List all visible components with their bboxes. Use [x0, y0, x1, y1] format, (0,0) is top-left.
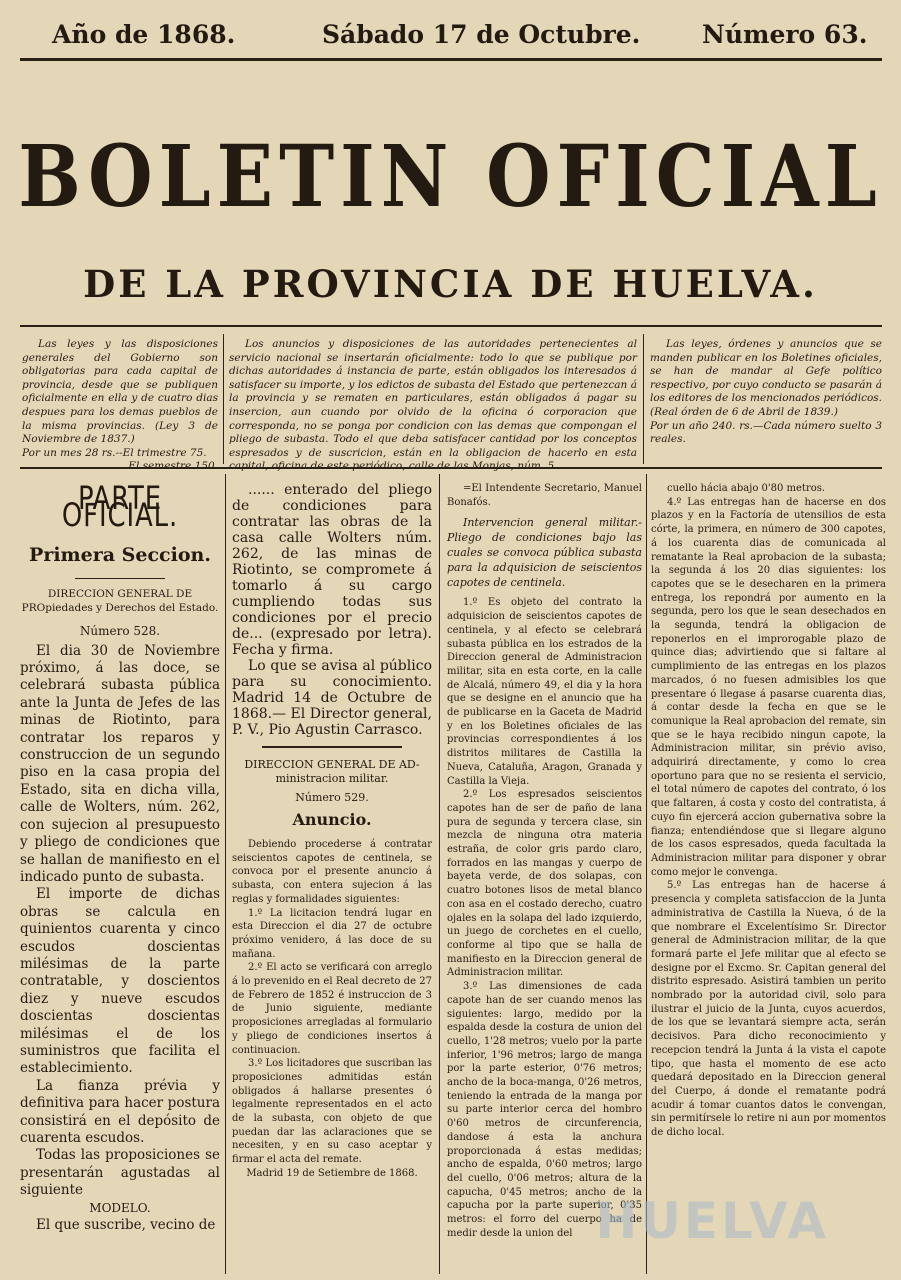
huelva-watermark: HUELVA: [595, 1192, 829, 1250]
masthead-title: BOLETIN OFICIAL: [18, 128, 883, 227]
notice-center: Los anuncios y disposiciones de las autoridades pertenecientes al servicio nacional se insertarán oficialmente: todo lo que se publique por dichas autoridades á instancia de parte, están obligados los interesados á satisfacer su importe, y los edictos de subasta del Estado que pertenezcan á la provincia y se rematen en particulares, están obligados á pagar su insercion, aun cuando por olvido de la oficina ó corporacion que corresponda, no se ponga por condicion con las demas que compongan el pliego de subasta. Todo el que deba satisfacer cantidad por los conceptos espresados y de suscricion, están en la obligacion de hacerlo en esta: [229, 338, 637, 459]
col3-p1: =El Intendente Secretario, Manuel Bonafós.: [447, 483, 642, 508]
column-divider-3: [646, 474, 647, 1274]
column-divider-1: [225, 474, 226, 1274]
notice-right: Las leyes, órdenes y anuncios que se manden publicar en los Boletines oficiales, se han de mandar al Gefe político respectivo, por cuyo conducto se pasarán á los editores de los mencionados periódicos. (Real órden de 6 de Abril de 1839.) Por un año 240. rs.—Cada número suelto 3 reales.: [650, 338, 882, 446]
col3-p2: Intervencion general militar.-Pliego de condiciones bajo las cuales se convoca pública subasta para la adquisicion de seiscientos capotes de centinela.: [447, 516, 642, 590]
header-date: Sábado 17 de Octubre.: [322, 20, 641, 49]
direccion-propiedades: DIRECCION GENERAL DE PROpiedades y Derechos del Estado.: [21, 588, 219, 615]
column-4: [651, 482, 886, 1140]
notice-divider-2: [643, 334, 644, 464]
col2-p6: 3.º Los licitadores que suscriban las proposiciones admitidas están obligados á hallarse presentes ó legalmente representados en el acto de la subasta, con objeto de que puedan dar las aclaraciones que se necesiten, y en su caso aceptar y firmar el acta del remate.: [232, 1058, 432, 1166]
masthead-subtitle: DE LA PROVINCIA DE HUELVA.: [83, 262, 818, 306]
primera-seccion-heading: Primera Seccion.: [29, 543, 211, 566]
col1-p5: El que suscribe, vecino de: [36, 1217, 216, 1234]
notice-rule: [20, 467, 882, 469]
anuncio-heading: Anuncio.: [292, 810, 372, 829]
numero-528: Número 528.: [79, 624, 161, 639]
header-number: Número 63.: [702, 20, 868, 49]
column-1: [20, 479, 220, 1234]
masthead-rule: [20, 325, 882, 327]
header-year: Año de 1868.: [52, 20, 236, 49]
column-3: [447, 482, 642, 1240]
column-2: [232, 482, 432, 1181]
direccion-administracion-2: ministracion militar.: [275, 772, 389, 785]
notice-divider-1: [223, 334, 224, 464]
notice-left-price1: Por un mes 28 rs.--El trimestre 75.: [22, 446, 207, 459]
col2-p1: ...... enterado del pliego de condiciones para contratar las obras de la casa calle Wolters núm. 262, de las minas de Riotinto, se compromete á tomarlo á su cargo cumpliendo todas sus condiciones por el precio de... (expresado por letra). Fecha y firma.: [232, 482, 432, 658]
col1-p2: El importe de dichas obras se calcula en quinientos cuarenta y cinco escudos doscientas milésimas de la parte contratable, y doscientos diez y nueve escudos doscientas doscientas milésimas el de los suministros que facilita el establecimiento.: [20, 886, 220, 1077]
header-rule: [20, 58, 882, 61]
section-separator: [75, 578, 165, 579]
numero-529: Número 529.: [295, 791, 369, 804]
col1-p1: El dia 30 de Noviembre próximo, á las doce, se celebrará subasta pública ante la Junta de Jefes de las minas de Riotinto, para contratar los reparos y construccion de un segundo piso en la casa propia del Estado, sita en dicha villa, calle de Wolters, núm. 262, con sujecion al presupuesto y pliego de condiciones que se hallan de manifiesto en el indicado punto de subasta.: [20, 642, 220, 885]
col2-fecha: Madrid 19 de Setiembre de 1868.: [246, 1167, 418, 1179]
col2-p5: 2.º El acto se verificará con arreglo á lo prevenido en el Real decreto de 27 de Febrero de 1852 é instruccion de 3 de Junio siguiente, mediante proposiciones arregladas al formulario y pliego de condiciones insertos á continuacion.: [232, 962, 432, 1056]
parte-oficial-heading: PARTE OFICIAL.: [61, 479, 179, 535]
col4-p1: cuello hácia abajo 0'80 metros.: [667, 483, 826, 494]
col2-p2: Lo que se avisa al público para su conocimiento. Madrid 14 de Octubre de 1868.— El Director general, P. V., Pio Agustin Carrasco.: [232, 658, 432, 738]
col2-p3: Debiendo procederse á contratar seiscientos capotes de centinela, se convoca por el presente anuncio á subasta, con entera sujecion á las reglas y formalidades siguientes:: [232, 839, 432, 905]
announcement-separator: [262, 746, 402, 748]
col4-p2: 4.º Las entregas han de hacerse en dos plazos y en la Factoría de utensilios de esta córte, la primera, en número de 300 capotes, á los cuarenta dias de comunicada al rematante la Real aprobacion de la subasta; la segunda á los 20 dias siguientes: los capotes que se le desecharen en la primera entrega, los repondrá por aumento en la segunda, pero los que le sean desechados en la segunda, tendrá la obligacion de reponerlos en el improrogable plazo de quince dias; advirtiendo que si faltare al cumplimiento de las entregas en los plazos marcados, ó no fuesen admisibles los que presentare ó llegase á pasarse cuarenta dias, á contar desde la fecha en que se le comunique la Real aprobacion del remate, sin que se le haya recibido ningun capote, la Administracion militar, sin prévio aviso, adquirirá directamente, y como lo crea oportuno para que no se resienta el servicio, el total número de capotes del contrato, ó los que faltaren, á costa y costo del contratista, á cuyo fin ejercerá accion gubernativa sobre la fianza; entendiéndose que si llegare alguno de los casos espresados, queda facultada la Administracion militar para disponer y obrar como mejor le convenga.: [651, 496, 886, 878]
notice-right-price: Por un año 240. rs.—Cada número suelto 3 reales.: [650, 419, 882, 446]
notice-left: Las leyes y las disposiciones generales del Gobierno son obligatorias para cada capital de provincia, desde que se publiquen oficialmente en ella y de cuatro dias despues para los demas pueblos de la misma provincias. (Ley 3 de Noviembre de 1837.) Por un mes 28 rs.--El trimestre 75.: [22, 338, 218, 474]
col3-p5: 3.º Las dimensiones de cada capote han de ser cuando menos las siguientes: largo, medido por la espalda desde la costura de union del cuello, 1'28 metros; vuelo por la parte inferior, 1'96 metros; largo de manga por la parte esterior, 0'76 metros; ancho de la boca-manga, 0'26 metros, teniendo la entrada de la manga por su parte interior cerca del hombro 0'60 metros de circunferencia, dandose á esta la anchura proporcionada á estas medidas; ancho de espalda, 0'60 metros; largo del cuello, 0'06 metros; altura de la capucha, 0'45 metros; ancho de la capucha por la parte superior, 0'35 metros: el forro del cuerpo ha de medir desde la union del: [447, 981, 642, 1239]
column-divider-2: [439, 474, 440, 1274]
col1-p4: Todas las proposiciones se presentarán agustadas al siguiente: [20, 1147, 220, 1199]
col3-p4: 2.º Los espresados seiscientos capotes han de ser de paño de lana pura de segunda y tercera clase, sin mezcla de ninguna otra materia estraña, de color gris pardo claro, forrados en las mangas y cuerpo de bayeta verde, de dos solapas, con cuatro botones lisos de metal blanco con asa en el costado derecho, cuatro ojales en la solapa del lado izquierdo, un juego de corchetes en el cuello, conforme al tipo que se halla de manifiesto en la Direccion general de Administracion militar.: [447, 789, 642, 979]
modelo-heading: MODELO.: [89, 1200, 151, 1215]
col3-p3: 1.º Es objeto del contrato la adquisicion de seiscientos capotes de centinela, y al efecto se celebrará subasta pública en los estrados de la Direccion general de Administracion militar, sita en esta corte, en la calle de Alcalá, número 49, el dia y la hora que se designe en el anuncio que ha de publicarse en la Gaceta de Madrid y en los Boletines oficiales de las provincias correspondientes á los distritos militares de Castilla la Nueva, Cataluña, Aragon, Granada y Castilla la Vieja.: [447, 597, 642, 787]
col1-p3: La fianza prévia y definitiva para hacer postura consistirá en el depósito de cuarenta escudos.: [20, 1077, 220, 1146]
col2-p4: 1.º La licitacion tendrá lugar en esta Direccion el dia 27 de octubre próximo venidero, á las doce de su mañana.: [232, 907, 432, 960]
direccion-administracion-1: DIRECCION GENERAL DE AD-: [244, 758, 420, 771]
col4-p3: 5.º Las entregas han de hacerse á presencia y completa satisfaccion de la Junta administrativa de Castilla la Nueva, ó de la que nombrare el Excelentísimo Sr. Director general de Administracion militar, de la que formará parte el Jefe militar que al efecto se designe por el Excmo. Sr. Capitan general del distrito espresado. Asistirá tambien un perito nombrado por la autoridad civil, solo para ilustrar el juicio de la Junta, cuyos acuerdos, de los que se levantará siempre acta, serán decisivos. Para dicho reconocimiento y recepcion tendrá la Junta á la vista el capote tipo, que hasta el momento de ese acto quedará depositado en la Direccion general del Cuerpo, á donde el rematante podrá acudir á tomar cuantos datos le convengan, sin permitírsele lo retire ni aun por momentos de dicho local.: [651, 880, 886, 1139]
